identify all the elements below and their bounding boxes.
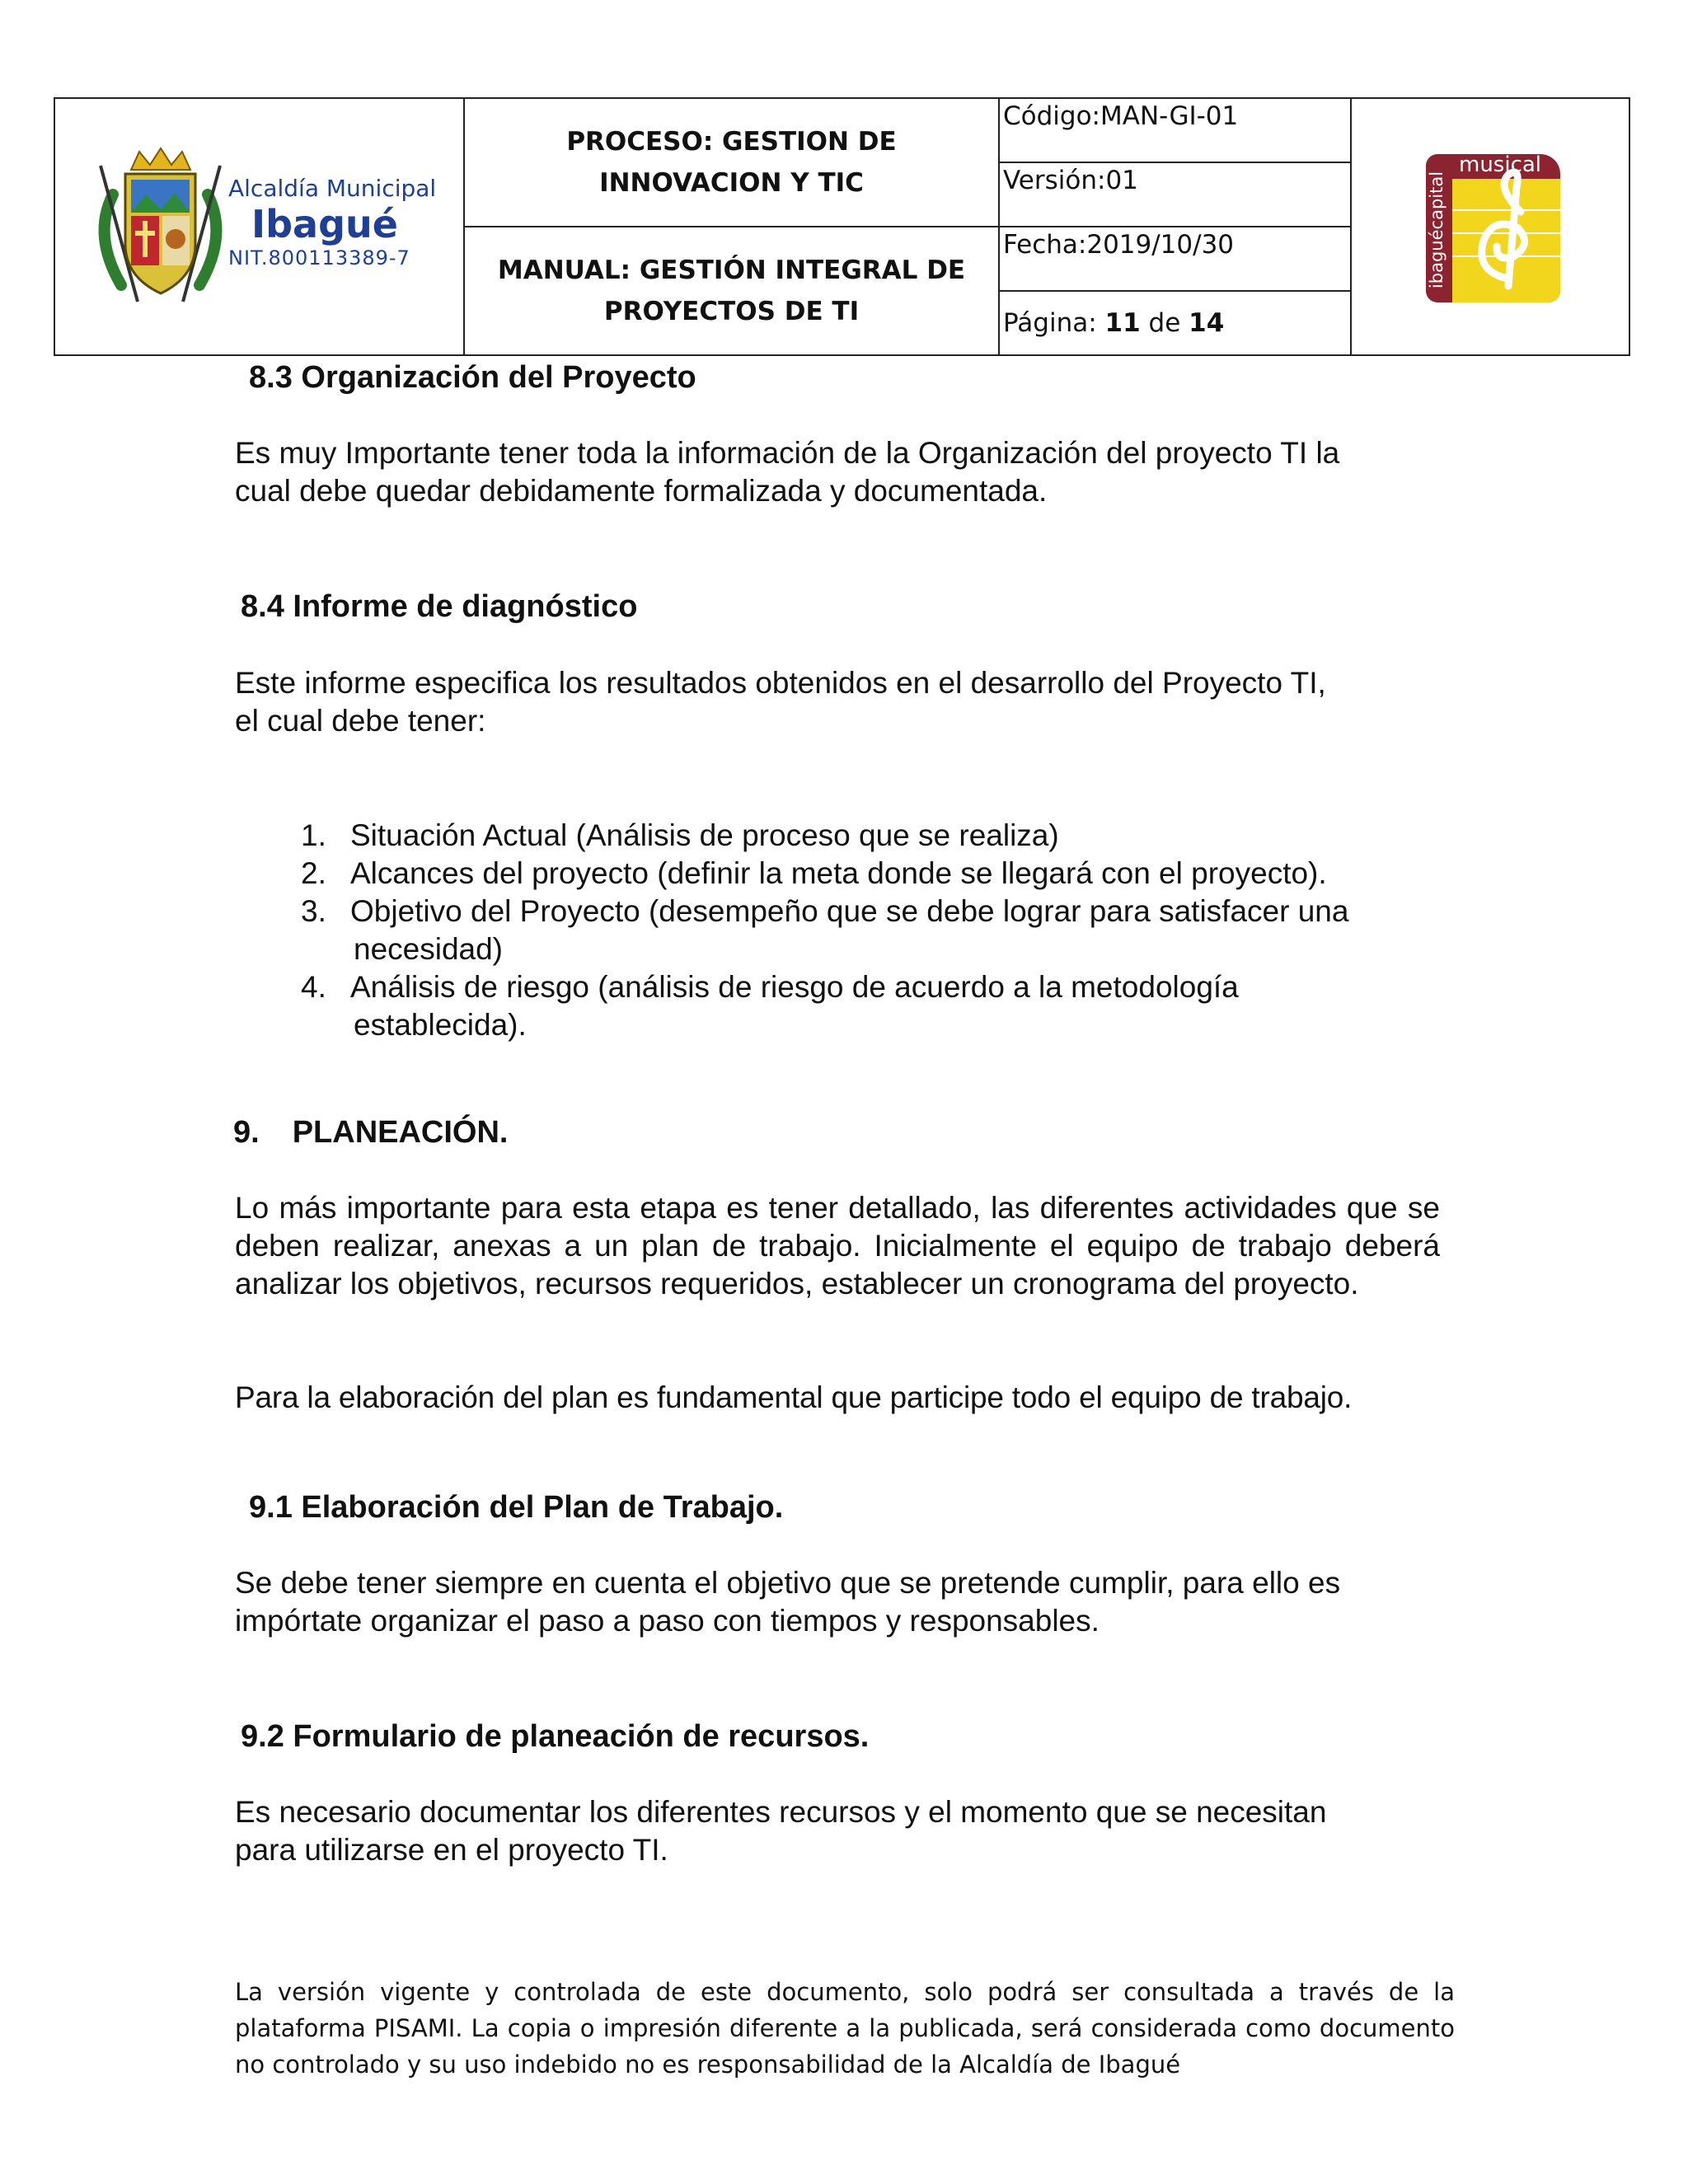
musical-logo-vertical: ibaguécapital bbox=[1427, 171, 1447, 289]
section-8-3-line2: cual debe quedar debidamente formalizada y documentada. bbox=[235, 474, 1048, 508]
list-item bbox=[235, 968, 1471, 1044]
section-9-title bbox=[233, 1115, 509, 1151]
header-version: Versión:01 bbox=[999, 162, 1351, 227]
section-9-2-line2: para utilizarse en el proyecto TI. bbox=[235, 1833, 668, 1867]
ibague-coat-of-arms-icon bbox=[88, 145, 232, 310]
section-8-3-body bbox=[235, 434, 1455, 510]
section-9-2-line1: Es necesario documentar los diferentes recursos y el momento que se necesitan bbox=[235, 1795, 1327, 1829]
page-current: 11 bbox=[1104, 308, 1141, 338]
page-prefix: Página: bbox=[1003, 308, 1105, 338]
ibague-capital-musical-logo bbox=[1426, 154, 1560, 302]
section-8-3-title: 8.3 Organización del Proyecto bbox=[249, 360, 696, 395]
section-9-number: 9. bbox=[233, 1115, 260, 1150]
list-item-text: Alcances del proyecto (definir la meta donde se llegará con el proyecto). bbox=[350, 856, 1327, 890]
list-item-number: 1. bbox=[301, 818, 326, 852]
section-9-paragraph1: Lo más importante para esta etapa es tener detallado, las diferentes actividades que se deben realizar, anexas a un plan de trabajo. Inicialmente el equipo de trabajo deberá analizar los objetivos, recursos requeridos, establecer un cronograma del proyecto. bbox=[235, 1191, 1440, 1301]
section-9-2-title: 9.2 Formulario de planeación de recursos. bbox=[241, 1719, 870, 1754]
section-9-1-body bbox=[235, 1564, 1455, 1640]
list-item bbox=[235, 855, 1471, 893]
header-date: Fecha:2019/10/30 bbox=[999, 227, 1351, 291]
list-item bbox=[235, 817, 1471, 855]
header-process: PROCESO: GESTION DE INNOVACION Y TIC bbox=[464, 98, 999, 227]
list-item-text-cont: necesidad) bbox=[354, 932, 504, 966]
list-item-text: Situación Actual (Análisis de proceso que se realiza) bbox=[350, 818, 1059, 852]
musical-logo-cell bbox=[1351, 98, 1629, 355]
alcaldia-logo-line1: Alcaldía Municipal bbox=[228, 175, 437, 202]
diagnostic-list bbox=[235, 817, 1471, 1044]
page-total: 14 bbox=[1189, 308, 1225, 338]
section-9-1-title: 9.1 Elaboración del Plan de Trabajo. bbox=[249, 1490, 784, 1525]
musical-logo-word: musical bbox=[1459, 154, 1542, 177]
section-9-1-line2: impórtate organizar el paso a paso con tiempos y responsables. bbox=[235, 1604, 1100, 1638]
list-item-number: 4. bbox=[301, 970, 326, 1004]
alcaldia-logo-cell bbox=[54, 98, 464, 355]
section-8-3-line1: Es muy Importante tener toda la información de la Organización del proyecto TI la bbox=[235, 436, 1340, 470]
alcaldia-logo-text bbox=[228, 175, 467, 269]
list-item-number: 3. bbox=[301, 894, 326, 928]
header-code: Código:MAN-GI-01 bbox=[999, 98, 1351, 162]
page-separator: de bbox=[1140, 308, 1189, 338]
section-8-4-body bbox=[235, 664, 1455, 740]
document-control-footer: La versión vigente y controlada de este documento, solo podrá ser consultada a través de la plataforma PISAMI. La copia o impresión diferente a la publicada, será considerada como documento no controlado y su uso indebido no es responsabilidad de la Alcaldía de Ibagué bbox=[235, 1978, 1455, 2079]
list-item bbox=[235, 893, 1471, 968]
list-item-text: Objetivo del Proyecto (desempeño que se debe lograr para satisfacer una bbox=[350, 894, 1349, 928]
section-8-4-title: 8.4 Informe de diagnóstico bbox=[241, 589, 638, 624]
section-8-4-line2: el cual debe tener: bbox=[235, 704, 486, 738]
section-9-1-line1: Se debe tener siempre en cuenta el objetivo que se pretende cumplir, para ello es bbox=[235, 1566, 1341, 1600]
alcaldia-nit: NIT.800113389-7 bbox=[228, 246, 410, 269]
section-9-2-body bbox=[235, 1793, 1455, 1869]
alcaldia-logo-line2: Ibagué bbox=[251, 202, 398, 246]
header-page bbox=[999, 291, 1351, 355]
list-item-number: 2. bbox=[301, 856, 326, 890]
list-item-text: Análisis de riesgo (análisis de riesgo de acuerdo a la metodología bbox=[350, 970, 1239, 1004]
document-header-table bbox=[54, 97, 1630, 356]
header-manual: MANUAL: GESTIÓN INTEGRAL DE PROYECTOS DE TI bbox=[464, 227, 999, 355]
section-9-heading: PLANEACIÓN. bbox=[292, 1115, 509, 1150]
section-9-paragraph2: Para la elaboración del plan es fundamental que participe todo el equipo de trabajo. bbox=[235, 1380, 1353, 1414]
section-8-4-line1: Este informe especifica los resultados obtenidos en el desarrollo del Proyecto TI, bbox=[235, 666, 1326, 700]
list-item-text-cont: establecida). bbox=[354, 1008, 527, 1042]
